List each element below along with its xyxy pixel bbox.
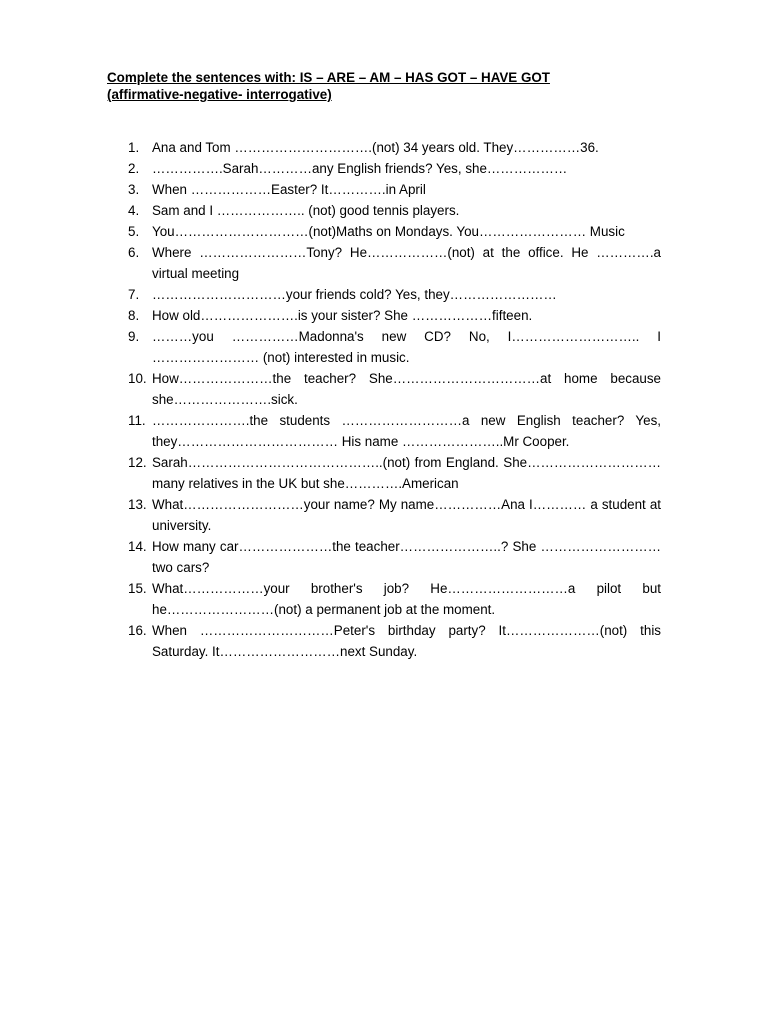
exercise-list	[128, 137, 661, 662]
exercise-sentence: ………you ……………Madonna's new CD? No, I……………………….. I …………………… (not) interested in music.	[152, 329, 661, 365]
exercise-item	[128, 326, 661, 368]
exercise-number: 6.	[128, 245, 140, 260]
exercise-sentence: You…………………………(not)Maths on Mondays. You…………………… Music	[152, 224, 625, 239]
exercise-number: 2.	[128, 161, 140, 176]
exercise-item	[128, 284, 661, 305]
exercise-item	[128, 200, 661, 221]
exercise-item	[128, 179, 661, 200]
exercise-item	[128, 494, 661, 536]
exercise-item	[128, 242, 661, 284]
exercise-number: 10.	[128, 371, 147, 386]
exercise-number: 5.	[128, 224, 140, 239]
exercise-sentence: What………………………your name? My name……………Ana I………… a student at university.	[152, 497, 661, 533]
exercise-item	[128, 137, 661, 158]
exercise-item	[128, 158, 661, 179]
exercise-sentence: ………………….the students ………………………a new English teacher? Yes, they……………………………… His name …………………..Mr Cooper.	[152, 413, 661, 449]
exercise-number: 15.	[128, 581, 147, 596]
exercise-sentence: When …………………………Peter's birthday party? It…………………(not) this Saturday. It………………………next Sunday.	[152, 623, 661, 659]
exercise-item	[128, 368, 661, 410]
exercise-item	[128, 410, 661, 452]
exercise-sentence: Ana and Tom ………………………….(not) 34 years old. They……………36.	[152, 140, 599, 155]
exercise-sentence: When ………………Easter? It………….in April	[152, 182, 426, 197]
worksheet-title	[107, 69, 667, 103]
exercise-number: 3.	[128, 182, 140, 197]
exercise-number: 8.	[128, 308, 140, 323]
exercise-number: 16.	[128, 623, 147, 638]
exercise-sentence: Sam and I ……………….. (not) good tennis players.	[152, 203, 460, 218]
exercise-number: 4.	[128, 203, 140, 218]
exercise-number: 12.	[128, 455, 147, 470]
exercise-number: 1.	[128, 140, 140, 155]
title-line-1: Complete the sentences with: IS – ARE – AM – HAS GOT – HAVE GOT	[107, 70, 550, 85]
exercise-item	[128, 578, 661, 620]
exercise-sentence: What………………your brother's job? He………………………a pilot but he……………………(not) a permanent job at the moment.	[152, 581, 661, 617]
exercise-sentence: How many car…………………the teacher…………………..? She ………………………two cars?	[152, 539, 661, 575]
title-line-2: (affirmative-negative- interrogative)	[107, 87, 332, 102]
exercise-item	[128, 305, 661, 326]
exercise-item	[128, 221, 661, 242]
exercise-sentence: …………….Sarah…………any English friends? Yes, she………………	[152, 161, 568, 176]
exercise-sentence: Where ……………………Tony? He………………(not) at the office. He ………….a virtual meeting	[152, 245, 661, 281]
exercise-number: 13.	[128, 497, 147, 512]
exercise-item	[128, 452, 661, 494]
exercise-sentence: …………………………your friends cold? Yes, they……………………	[152, 287, 557, 302]
exercise-sentence: How old………………….is your sister? She ………………fifteen.	[152, 308, 533, 323]
exercise-sentence: Sarah……………………………………..(not) from England. She…………………………many relatives in the UK but she………….American	[152, 455, 661, 491]
exercise-item	[128, 620, 661, 662]
exercise-number: 7.	[128, 287, 140, 302]
exercise-number: 11.	[128, 413, 146, 428]
exercise-number: 9.	[128, 329, 140, 344]
exercise-sentence: How…………………the teacher? She……………………………at home because she………………….sick.	[152, 371, 661, 407]
exercise-number: 14.	[128, 539, 147, 554]
exercise-item	[128, 536, 661, 578]
